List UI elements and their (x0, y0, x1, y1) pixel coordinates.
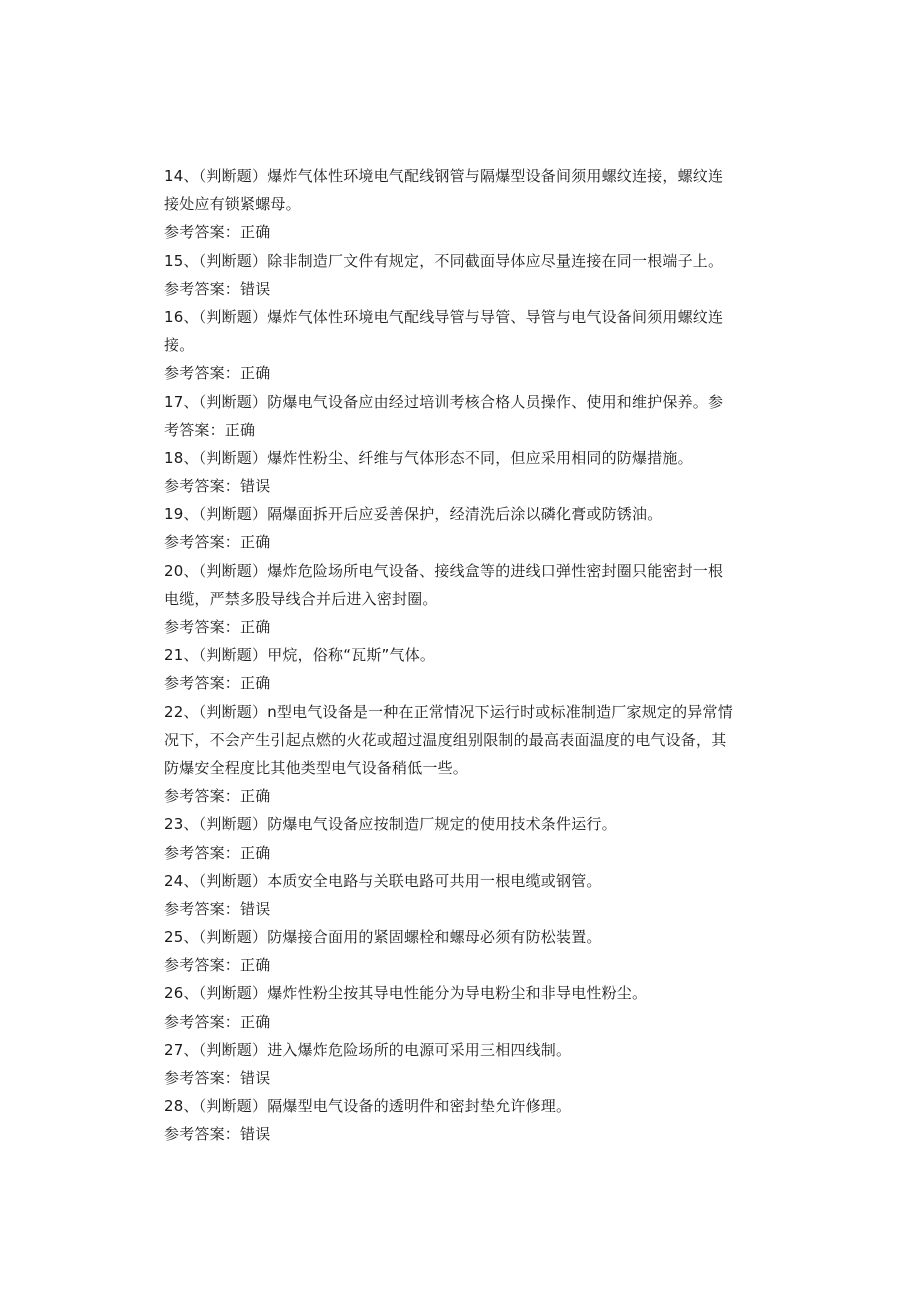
question-text-line: 28、（判断题）隔爆型电气设备的透明件和密封垫允许修理。 (164, 1097, 572, 1116)
question-item (164, 810, 754, 866)
question-text-line: 14、（判断题）爆炸气体性环境电气配线钢管与隔爆型设备间须用螺纹连接，螺纹连 (164, 167, 724, 185)
question-text-line: 23、（判断题）防爆电气设备应按制造厂规定的使用技术条件运行。 (164, 815, 617, 834)
question-text-line: 16、（判断题）爆炸气体性环境电气配线导管与导管、导管与电气设备间须用螺纹连 (164, 307, 724, 326)
question-item (164, 1092, 754, 1148)
question-item (164, 303, 754, 388)
answer-line: 参考答案：正确 (164, 956, 271, 975)
answer-line: 参考答案：错误 (164, 1125, 271, 1144)
question-text-line: 考答案：正确 (164, 420, 256, 439)
answer-line: 参考答案：正确 (164, 533, 271, 552)
question-text-line: 15、（判断题）除非制造厂文件有规定，不同截面导体应尽量连接在同一根端子上。 (164, 251, 724, 270)
question-text-line: 防爆安全程度比其他类型电气设备稍低一些。 (164, 758, 469, 777)
question-item (164, 247, 754, 303)
question-text-line: 况下，不会产生引起点燃的火花或超过温度组别限制的最高表面温度的电气设备，其 (164, 730, 727, 749)
question-text-line: 26、（判断题）爆炸性粉尘按其导电性能分为导电粉尘和非导电性粉尘。 (164, 984, 648, 1003)
question-text-line: 21、（判断题）甲烷，俗称“瓦斯”气体。 (164, 646, 436, 665)
question-text-line: 接处应有锁紧螺母。 (164, 195, 301, 214)
answer-line: 参考答案：正确 (164, 674, 271, 693)
answer-line: 参考答案：正确 (164, 787, 271, 806)
question-item (164, 444, 754, 500)
question-item (164, 557, 754, 642)
question-text-line: 25、（判断题）防爆接合面用的紧固螺栓和螺母必须有防松装置。 (164, 928, 602, 947)
question-item (164, 388, 754, 444)
question-text-line: 17、（判断题）防爆电气设备应由经过培训考核合格人员操作、使用和维护保养。参 (164, 392, 724, 411)
question-text-line: 22、（判断题）n型电气设备是一种在正常情况下运行时或标准制造厂家规定的异常情 (164, 702, 733, 721)
question-list (164, 162, 754, 1149)
question-text-line: 19、（判断题）隔爆面拆开后应妥善保护，经清洗后涂以磷化膏或防锈油。 (164, 505, 663, 524)
answer-line: 参考答案：错误 (164, 477, 271, 496)
answer-line: 参考答案：错误 (164, 899, 271, 918)
answer-line: 参考答案：正确 (164, 364, 271, 383)
question-item (164, 923, 754, 979)
question-text-line: 电缆，严禁多股导线合并后进入密封圈。 (164, 589, 438, 608)
answer-line: 参考答案：正确 (164, 223, 271, 242)
answer-line: 参考答案：正确 (164, 618, 271, 636)
answer-line: 参考答案：正确 (164, 1012, 271, 1031)
question-item (164, 162, 754, 247)
question-item (164, 979, 754, 1035)
question-item (164, 1036, 754, 1092)
question-text-line: 24、（判断题）本质安全电路与关联电路可共用一根电缆或钢管。 (164, 871, 602, 890)
question-text-line: 27、（判断题）进入爆炸危险场所的电源可采用三相四线制。 (164, 1040, 572, 1059)
question-item (164, 867, 754, 923)
question-text-line: 接。 (164, 336, 195, 355)
question-item (164, 500, 754, 556)
question-text-line: 20、（判断题）爆炸危险场所电气设备、接线盒等的进线口弹性密封圈只能密封一根 (164, 561, 724, 580)
answer-line: 参考答案：正确 (164, 843, 271, 862)
question-item (164, 641, 754, 697)
answer-line: 参考答案：错误 (164, 279, 271, 298)
answer-line: 参考答案：错误 (164, 1069, 271, 1087)
question-text-line: 18、（判断题）爆炸性粉尘、纤维与气体形态不同，但应采用相同的防爆措施。 (164, 448, 693, 467)
question-item (164, 698, 754, 811)
